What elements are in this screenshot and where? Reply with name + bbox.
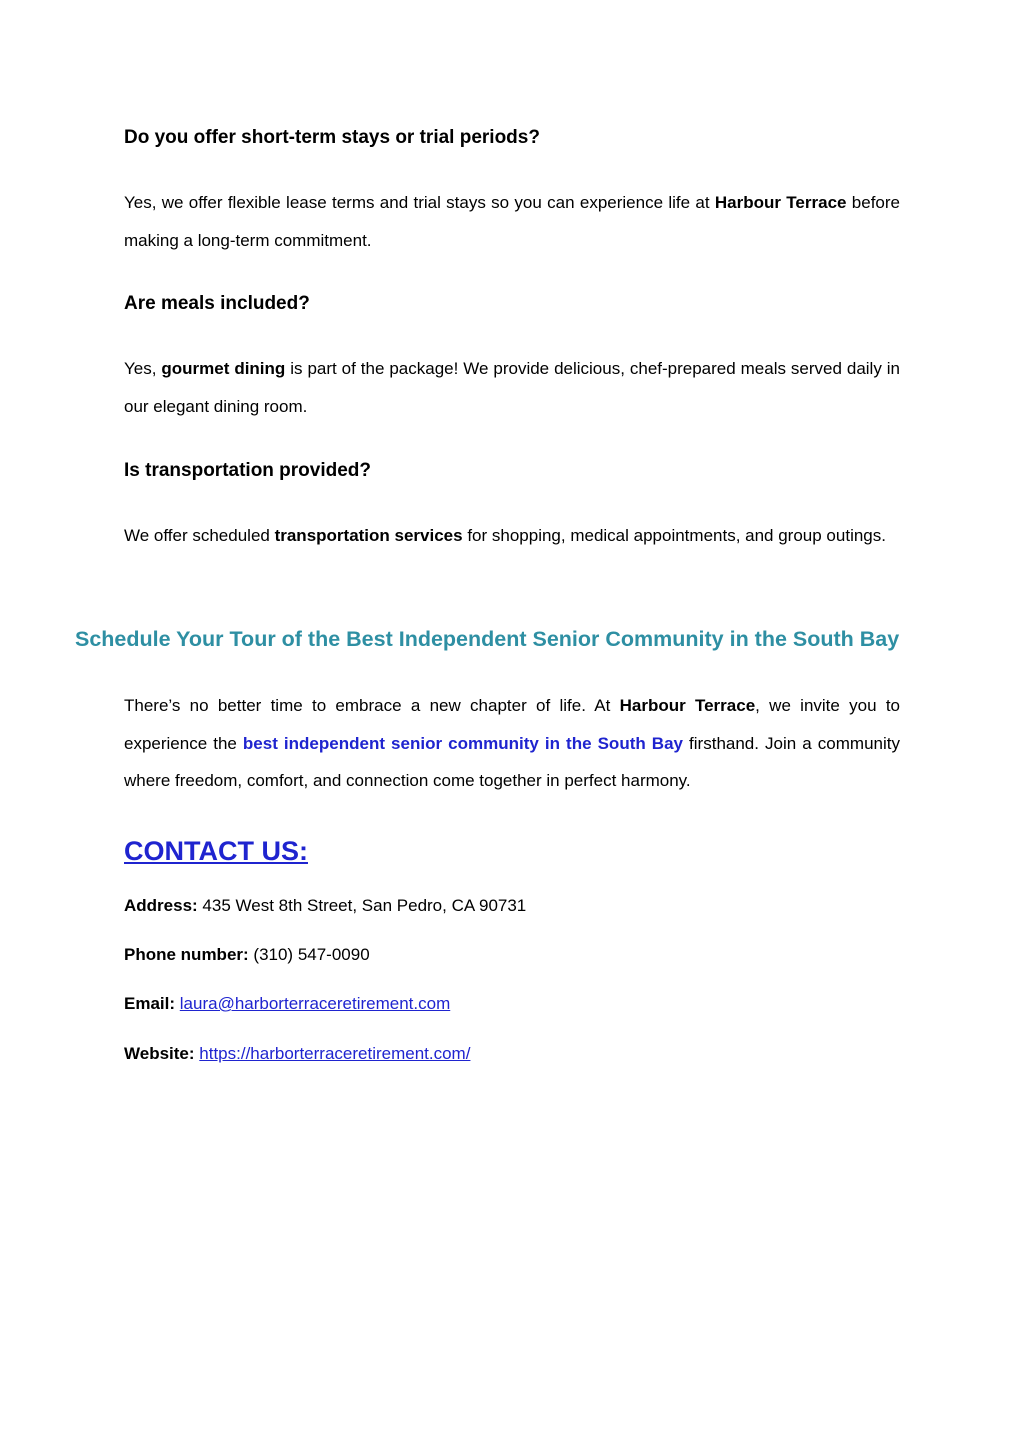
faq-answer-transportation	[124, 517, 900, 555]
contact-phone	[124, 943, 900, 967]
faq-answer-text: Yes, we offer flexible lease terms and trial stays so you can experience life at	[124, 193, 715, 212]
faq-answer-short-term-stays	[124, 184, 900, 259]
faq-answer-text: for shopping, medical appointments, and group outings.	[462, 526, 886, 545]
contact-website	[124, 1042, 900, 1066]
phone-label: Phone number:	[124, 945, 249, 964]
tour-text: , we invite you to experience the	[124, 696, 900, 753]
tour-keyword-link[interactable]: best independent senior community in the South Bay	[242, 733, 683, 753]
faq-answer-bold: gourmet dining	[161, 359, 286, 378]
contact-address	[124, 894, 900, 918]
faq-question-transportation: Is transportation provided?	[124, 460, 372, 481]
address-label: Address:	[124, 896, 198, 915]
faq-question-meals: Are meals included?	[124, 293, 310, 314]
faq-answer-bold: transportation services	[274, 526, 463, 545]
faq-question-short-term-stays: Do you offer short-term stays or trial periods?	[124, 127, 540, 148]
tour-text: firsthand. Join a community where freedom, comfort, and connection come together in perfect harmony.	[124, 733, 900, 790]
tour-text: There’s no better time to embrace a new chapter of life. At	[124, 696, 620, 715]
phone-value: (310) 547-0090	[253, 945, 370, 964]
faq-answer-text: We offer scheduled	[124, 526, 275, 545]
faq-answer-bold: Harbour Terrace	[714, 193, 847, 212]
tour-bold-name: Harbour Terrace	[619, 696, 756, 715]
contact-email	[124, 992, 900, 1016]
website-link[interactable]: https://harborterraceretirement.com/	[199, 1044, 471, 1063]
tour-section-heading: Schedule Your Tour of the Best Independent Senior Community in the South Bay	[75, 627, 900, 651]
website-label: Website:	[124, 1044, 195, 1063]
tour-paragraph	[124, 687, 900, 800]
address-value: 435 West 8th Street, San Pedro, CA 90731	[202, 896, 527, 915]
faq-answer-text: before making a long-term commitment.	[124, 193, 900, 250]
contact-us-heading[interactable]: CONTACT US:	[124, 836, 308, 866]
email-label: Email:	[124, 994, 176, 1013]
faq-answer-text: Yes,	[124, 359, 162, 378]
email-link[interactable]: laura@harborterraceretirement.com	[179, 994, 451, 1013]
faq-answer-text: is part of the package! We provide delicious, chef-prepared meals served daily in our elegant dining room.	[124, 359, 900, 416]
faq-answer-meals	[124, 350, 900, 425]
